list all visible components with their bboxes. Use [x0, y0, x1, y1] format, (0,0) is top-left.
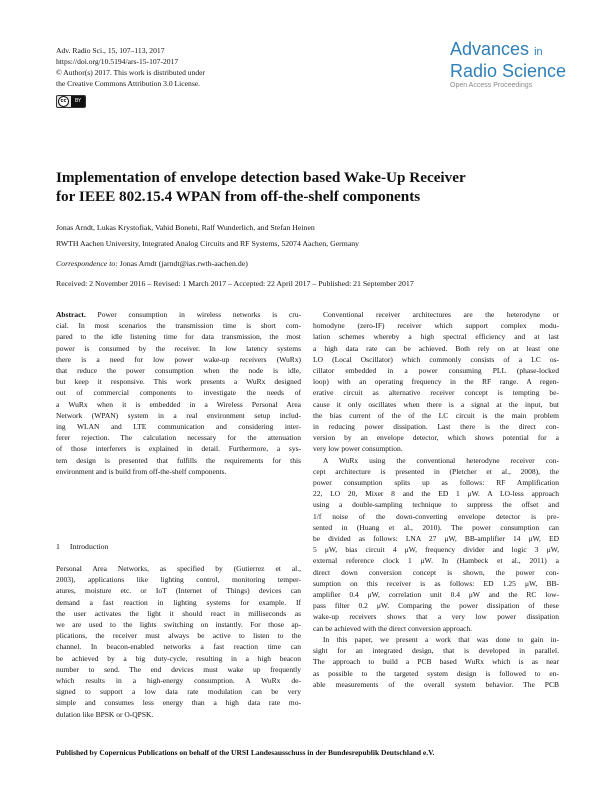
- right-column-body: [313, 309, 559, 690]
- journal-logo: [450, 40, 570, 91]
- body-line: cillator embedded in a power consuming PLL (phase-locked: [313, 366, 559, 376]
- intro-line: demand a fast reaction in lighting systems for example. If: [56, 597, 301, 607]
- intro-line: signed to support a low data rate modulation can be very: [56, 687, 301, 697]
- body-line: be divided as follows: LNA 27 μW, BB-amplifier 14 μW, ED: [313, 534, 559, 544]
- cc-license-badge[interactable]: [56, 95, 86, 108]
- abstract-line: tem design is presented that fulfills the requirements for this: [56, 455, 301, 465]
- abstract-line: Abstract. Power consumption in wireless networks is cru-: [56, 310, 301, 319]
- abstract: [56, 309, 301, 477]
- body-line: lation schemes whereby a high spectral efficiency and at last: [313, 332, 559, 342]
- body-line: a high data rate can be achieved. Both rely on at least one: [313, 343, 559, 353]
- body-line: loop) with an operating frequency in the RF range. A regen-: [313, 377, 559, 387]
- abstract-line: power is consumed by the receiver. In low latency systems: [56, 343, 301, 353]
- body-line: cept architecture is presented in (Pletcher et al., 2008), the: [313, 466, 559, 476]
- body-line: external reference clock 1 μW. In (Hambeck et al., 2011) a: [313, 556, 559, 566]
- intro-line: 2003), applications like lighting control, monitoring temper-: [56, 575, 301, 585]
- intro-line: Personal Area Networks, as specified by (Gutierrez et al.,: [56, 564, 301, 573]
- introduction-body: [56, 563, 301, 720]
- abstract-line: ferer rejection. The calculation necessary for the attenuation: [56, 433, 301, 443]
- publication-dates: Received: 2 November 2016 – Revised: 1 March 2017 – Accepted: 22 April 2017 – Published: 21 September 2017: [56, 279, 414, 288]
- body-line: as possible to the targeted system design is followed to en-: [313, 668, 559, 678]
- intro-line: atures, moisture etc. or IoT (Internet of Things) devices can: [56, 586, 301, 596]
- title-line: for IEEE 802.15.4 WPAN from off-the-shelf components: [56, 188, 421, 205]
- body-line: pass filter 0.2 μW. Comparing the power dissipation of these: [313, 601, 559, 611]
- body-line: amplifier 0.4 μW, correlation unit 0.4 μW and the RC low-: [313, 590, 559, 600]
- abstract-line: cial. In most scenarios the transmission time is short com-: [56, 321, 301, 331]
- intro-line: plications, the receiver must always be active to listen to the: [56, 631, 301, 641]
- body-line: LO (Local Oscillator) which commonly consists of a LC os-: [313, 354, 559, 364]
- body-line: 5 μW, bias circuit 4 μW, frequency divider and logic 3 μW,: [313, 545, 559, 555]
- body-line: very low power consumption.: [313, 444, 403, 454]
- correspondence-label: Correspondence to:: [56, 259, 118, 268]
- body-line: homodyne (zero-IF) receiver which support complex modu-: [313, 321, 559, 331]
- doi-link[interactable]: https://doi.org/10.5194/ars-15-107-2017: [56, 57, 179, 66]
- body-line: 22, LO 20, Mixer 8 and the ED 1 μW. A LO-less approach: [313, 489, 559, 499]
- logo-in: in: [534, 46, 543, 58]
- body-line: cause it only oscillates when there is a signal at the input, but: [313, 399, 559, 409]
- license-line-1: © Author(s) 2017. This work is distributed under: [56, 68, 206, 77]
- intro-line: which results in a high-energy consumption. A WuRx de-: [56, 676, 301, 686]
- correspondence-contact[interactable]: Jonas Arndt (jarndt@ias.rwth-aachen.de): [117, 259, 248, 268]
- intro-line: simple and consumes less energy than a high data rate mo-: [56, 698, 301, 708]
- cc-by-label: BY: [71, 96, 85, 107]
- title-line: Implementation of envelope detection based Wake-Up Receiver: [56, 169, 466, 186]
- body-line: direct down conversion concept is shown, the power con-: [313, 567, 559, 577]
- body-line: A WuRx using the conventional heterodyne receiver con-: [323, 455, 559, 465]
- abstract-line: out of commercial components to investigate the needs of: [56, 388, 301, 398]
- body-line: version by an envelope detector, which shows potential for a: [313, 433, 559, 443]
- abstract-line: of those interferers is explained in detail. Furthermore, a sys-: [56, 444, 301, 454]
- abstract-line: ing WLAN and LTE communication and considering inter-: [56, 422, 301, 432]
- body-line: in reducing power dissipation. Last there is the direct con-: [313, 422, 559, 432]
- authors: Jonas Arndt, Lukas Krystofiak, Vahid Bonehi, Ralf Wunderlich, and Stefan Heinen: [56, 223, 315, 232]
- intro-line: we are used to the lights switching on instantly. For those ap-: [56, 620, 301, 630]
- body-line: sumption on this receiver is as follows: ED 1.25 μW, BB-: [313, 578, 559, 588]
- intro-line: channel. In beacon-enabled networks a fast reaction time can: [56, 642, 301, 652]
- paper-title: [56, 168, 556, 206]
- abstract-line: Network (WPAN) system in a real environment setup includ-: [56, 410, 301, 420]
- body-line: the bias current of the of the LC circuit is the main problem: [313, 410, 559, 420]
- abstract-line: that reduce the power consumption when the node is idle,: [56, 366, 301, 376]
- abstract-label: Abstract.: [56, 310, 86, 319]
- body-line: 1/f noise of the down-converting envelope detector is pre-: [313, 511, 559, 521]
- body-line: sented in (Huang et al., 2010). The power consumption can: [313, 522, 559, 532]
- citation: Adv. Radio Sci., 15, 107–113, 2017: [56, 46, 165, 55]
- intro-line: the user activates the light it should react in milliseconds as: [56, 608, 301, 618]
- abstract-line: there is a need for low power wake-up receivers (WuRx): [56, 354, 301, 364]
- body-line: able measurements of the overall system behavior. The PCB: [313, 679, 559, 689]
- intro-line: dulation like BPSK or O-QPSK.: [56, 709, 154, 719]
- license-line-2: the Creative Commons Attribution 3.0 License.: [56, 79, 201, 88]
- correspondence: [56, 258, 248, 269]
- abstract-line: pared to the idle listening time for data transmission, the most: [56, 332, 301, 342]
- intro-line: be achieved by a big duty-cycle, resulting in a high beacon: [56, 653, 301, 663]
- affiliation: RWTH Aachen University, Integrated Analog Circuits and RF Systems, 52074 Aachen, Germany: [56, 239, 360, 248]
- section-number: 1: [56, 542, 60, 551]
- body-line: erative circuit as alternative receiver concept is tempting be-: [313, 388, 559, 398]
- body-line: The approach to build a PCB based WuRx which is as near: [313, 657, 559, 667]
- publisher-footer: Published by Copernicus Publications on behalf of the URSI Landesausschuss in der Bundesrepublik Deutschland e.V.: [56, 748, 435, 757]
- logo-tagline: Open Access Proceedings: [450, 82, 533, 89]
- body-line: In this paper, we present a work that was done to gain in-: [323, 634, 559, 644]
- body-line: sight for an integrated design, that is developed in parallel.: [313, 646, 559, 656]
- logo-radio-science: Radio Science: [450, 61, 567, 81]
- cc-icon: cc: [58, 96, 69, 107]
- abstract-line: environment and is build from off-the-shelf components.: [56, 466, 227, 476]
- body-line: can be achieved with the direct conversion approach.: [313, 623, 473, 633]
- abstract-line: but keep it responsive. This work presents a WuRx designed: [56, 377, 301, 387]
- body-line: power consumption splits up as follows: RF Amplification: [313, 478, 559, 488]
- citation-block: [56, 45, 376, 89]
- body-line: Conventional receiver architectures are the heterodyne or: [323, 310, 559, 319]
- logo-advances: Advances: [450, 39, 530, 59]
- body-line: using a double-sampling technique to suppress the offset and: [313, 500, 559, 510]
- abstract-line: a WuRx when it is embedded in a Wireless Personal Area: [56, 399, 301, 409]
- intro-line: number to send. The end devices must wake up frequently: [56, 664, 301, 674]
- section-heading: [56, 541, 108, 552]
- body-line: wake-up receivers shows that a very low power dissipation: [313, 612, 559, 622]
- section-title: Introduction: [69, 542, 109, 551]
